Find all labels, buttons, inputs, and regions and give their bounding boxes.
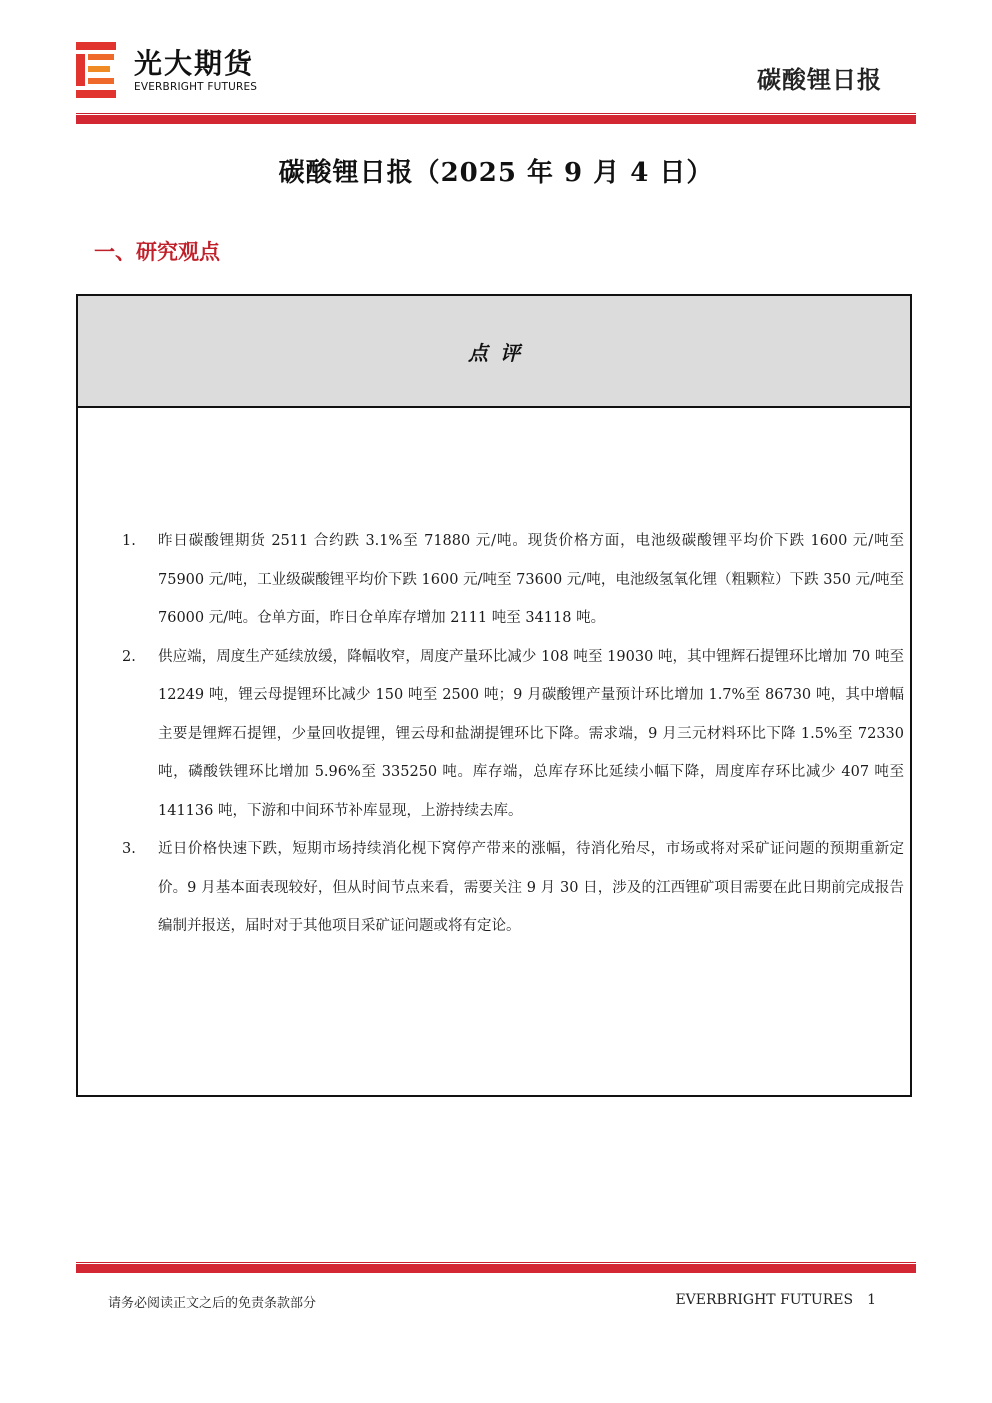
list-item-number: 2. — [122, 648, 136, 665]
comment-list — [78, 522, 910, 946]
footer-disclaimer: 请务必阅读正文之后的免责条款部分 — [108, 1296, 317, 1311]
logo-english-name: EVERBRIGHT FUTURES — [134, 81, 258, 93]
list-item-number: 1. — [122, 533, 136, 549]
list-item — [78, 638, 910, 831]
list-item — [78, 522, 910, 638]
logo-chinese-name: 光大期货 — [134, 47, 255, 80]
list-item — [78, 830, 910, 946]
comment-box-header — [78, 296, 910, 408]
comment-box — [76, 294, 912, 1097]
footer-company-page — [675, 1292, 876, 1308]
list-item-number: 3. — [122, 841, 136, 857]
document-title: 碳酸锂日报（2025 年 9 月 4 日） — [278, 158, 714, 188]
list-item-text: 供应端，周度生产延续放缓，降幅收窄，周度产量环比减少 108 吨至 19030 吨，其中锂辉石提锂环比增加 70 吨至 12249 吨，锂云母提锂环比减少 150 吨至 2500 吨；9 月碳酸锂产量预计环比增加 1.7%至 86730 吨，其中增幅主要是锂辉石提锂，少量回收提锂，锂云母和盐湖提锂环比下降。需求端，9 月三元材料环比下降 1.5%至 72330 吨，磷酸铁锂环比增加 5.96%至 335250 吨。库存端，总库存环比延续小幅下降，周度库存环比减少 407 吨至 141136 吨，下游和中间环节补库显现，上游持续去库。 — [158, 648, 904, 819]
comment-header-label: 点评 — [468, 340, 532, 365]
report-type-title: 碳酸锂日报 — [757, 66, 882, 94]
section-heading: 一、研究观点 — [94, 240, 220, 264]
header-divider — [76, 113, 916, 124]
list-item-text: 昨日碳酸锂期货 2511 合约跌 3.1%至 71880 元/吨。现货价格方面，电池级碳酸锂平均价下跌 1600 元/吨至 75900 元/吨，工业级碳酸锂平均价下跌 1600 元/吨至 73600 元/吨，电池级氢氧化锂（粗颗粒）下跌 350 元/吨至 76000 元/吨。仓单方面，昨日仓单库存增加 2111 吨至 34118 吨。 — [158, 533, 904, 626]
footer-divider — [76, 1262, 916, 1273]
everbright-logo-icon — [76, 42, 116, 98]
footer-company: EVERBRIGHT FUTURES — [675, 1292, 854, 1308]
page-number: 1 — [867, 1292, 876, 1308]
company-logo — [76, 40, 296, 100]
list-item-text: 近日价格快速下跌，短期市场持续消化枧下窝停产带来的涨幅，待消化殆尽，市场或将对采矿证问题的预期重新定价。9 月基本面表现较好，但从时间节点来看，需要关注 9 月 30 日，涉及的江西锂矿项目需要在此日期前完成报告编制并报送，届时对于其他项目采矿证问题或将有定论。 — [158, 841, 904, 934]
